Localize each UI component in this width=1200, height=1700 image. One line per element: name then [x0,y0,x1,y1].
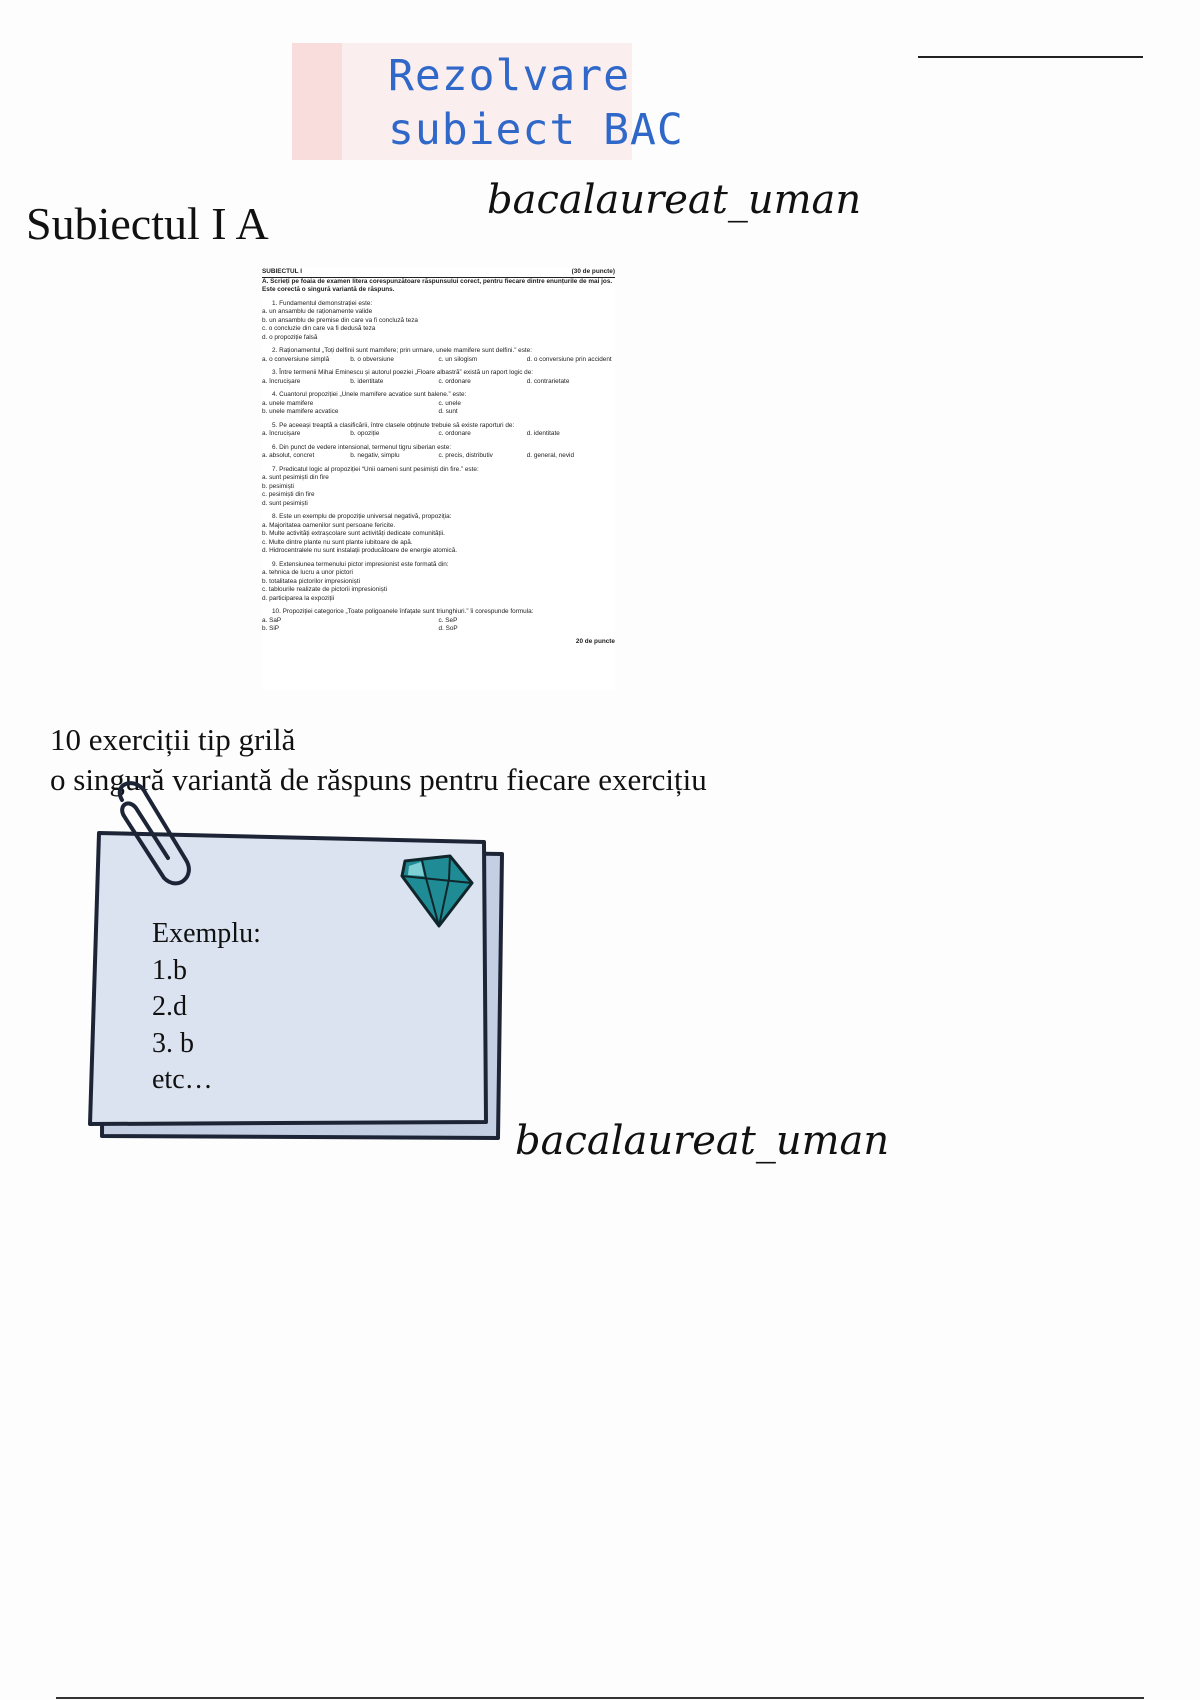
exam-sheet-intro: A. Scrieți pe foaia de examen litera corespunzătoare răspunsului corect, pentru fiecare dintre enunțurile de mai jos. Este corectă o singură variantă de răspuns. [262,277,613,293]
exam-option: a. o conversiune simplă [262,355,330,363]
top-rule [918,56,1143,58]
exam-option: d. o conversiune prin accident [526,355,612,363]
banner-line-1: Rezolvare [388,51,630,101]
exam-sheet-image [262,268,615,690]
note-line-0: Exemplu: [152,918,261,949]
banner-line-2: subiect BAC [388,105,684,155]
exam-option: d. o propoziție falsă [262,333,318,341]
exam-option: a. încrucișare [262,377,301,385]
exam-option: c. SeP [438,616,458,624]
exam-option: b. negativ, simplu [350,452,400,459]
exam-option: c. tablourile realizate de pictorii impresioniști [262,586,388,593]
exam-question-text: 2. Raționamentul „Toți delfinii sunt mamifere; prin urmare, unele mamifere sunt delfini.” este: [272,347,532,354]
exam-option: c. o concluzie din care va fi dedusă teza [262,325,376,332]
exam-question-text: 9. Extensiunea termenului pictor impresionist este formată din: [272,560,449,568]
exam-option: a. SaP [262,616,282,624]
exam-sheet-header-right: (30 de puncte) [571,268,615,275]
exam-option: d. sunt pesimiști [262,499,308,507]
note-text [152,916,261,1099]
section-title: Subiectul I A [26,198,269,249]
exam-question-text: 4. Cuantorul propoziției „Unele mamifere acvatice sunt balene.” este: [272,391,467,398]
exam-option: d. sunt [438,408,458,415]
exam-option: c. un silogism [438,355,478,363]
exam-option: b. SiP [262,625,280,632]
exam-option: d. identitate [526,430,560,437]
exam-option: a. tehnica de lucru a unor pictori [262,569,353,576]
exam-question [262,466,615,509]
note-line-3: 3. b [152,1027,194,1059]
exam-question-text: 7. Predicatul logic al propoziției “Unii oameni sunt pesimiști din fire.” este: [272,465,479,473]
exam-sheet-header-left: SUBIECTUL I [262,268,303,275]
exam-option: c. ordonare [438,377,471,385]
exam-option: b. un ansamblu de premise din care va fi concluză teza [262,316,418,324]
exam-question-text: 5. Pe aceeași treaptă a clasificării, între clasele obținute trebuie să existe raporturi de: [272,421,515,429]
exam-question [262,369,615,386]
exam-question [262,561,615,604]
exam-question-text: 8. Este un exemplu de propoziție universal negativă, propoziția: [272,513,452,520]
exam-option: a. un ansamblu de raționamente valide [262,308,373,315]
exam-option: c. precis, distributiv [438,452,493,459]
exam-option: a. unele mamifere [262,399,314,407]
exam-option: b. pesimiști [262,482,294,490]
exam-option: d. Hidrocentralele nu sunt instalații producătoare de energie atomică. [262,547,458,554]
exam-option: a. Majoritatea oamenilor sunt persoane fericite. [262,521,396,529]
note-line-2: 2.d [152,991,187,1022]
note-card [82,780,522,1160]
note-line-4: etc… [152,1064,213,1095]
exam-question-list [262,300,615,634]
watermark-top: bacalaureat_uman [487,177,862,223]
exam-option: d. SoP [438,625,458,632]
exam-option: d. participarea la expoziții [262,594,335,602]
exam-question [262,347,615,364]
note-line-1: 1.b [152,954,187,986]
exam-option: c. pesimiști din fire [262,491,315,498]
exam-option: b. totalitatea pictorilor impresioniști [262,577,361,585]
exam-option: b. Multe activități extrașcolare sunt activități dedicate comunității. [262,530,445,537]
exam-option: b. opoziție [350,430,380,437]
exam-option: d. contrarietate [526,377,570,385]
exam-option: a. încrucișare [262,430,301,437]
bottom-rule [56,1697,1144,1699]
watermark-bottom: bacalaureat_uman [515,1118,890,1164]
exam-option: c. ordonare [438,430,471,437]
exam-question [262,444,615,461]
title-banner [292,43,684,160]
exam-option: b. o obversiune [350,355,394,363]
exam-question-text: 3. Între termenii Mihai Eminescu și autorul poeziei „Floare albastră” există un raport logic de: [272,369,534,376]
description-line-1: 10 exerciții tip grilă [50,722,296,757]
exam-question [262,300,615,343]
exam-question [262,422,615,439]
exam-question-text: 10. Propoziției categorice „Toate poligoanele înfațate sunt triunghiuri.” îi corespunde formula: [272,608,534,615]
exam-option: a. absolut, concret [262,452,315,459]
exam-sheet-points: 20 de puncte [575,637,615,645]
exam-question-text: 1. Fundamentul demonstrației este: [272,299,373,307]
exam-option: b. identitate [350,377,384,385]
exam-question [262,608,615,634]
exam-question-text: 6. Din punct de vedere intensional, termenul tigru siberian este: [272,443,452,451]
exam-option: a. sunt pesimiști din fire [262,474,329,481]
exam-option: c. unele [438,399,461,407]
exam-sheet-header [262,268,615,278]
exam-question [262,513,615,556]
description-line-2: o singură variantă de răspuns pentru fiecare exercițiu [50,762,707,797]
exam-option: d. general, nevid [526,452,575,459]
exam-option: b. unele mamifere acvatice [262,408,339,415]
exam-option: c. Multe dintre plante nu sunt plante iubitoare de apă. [262,538,413,546]
exam-question [262,391,615,417]
